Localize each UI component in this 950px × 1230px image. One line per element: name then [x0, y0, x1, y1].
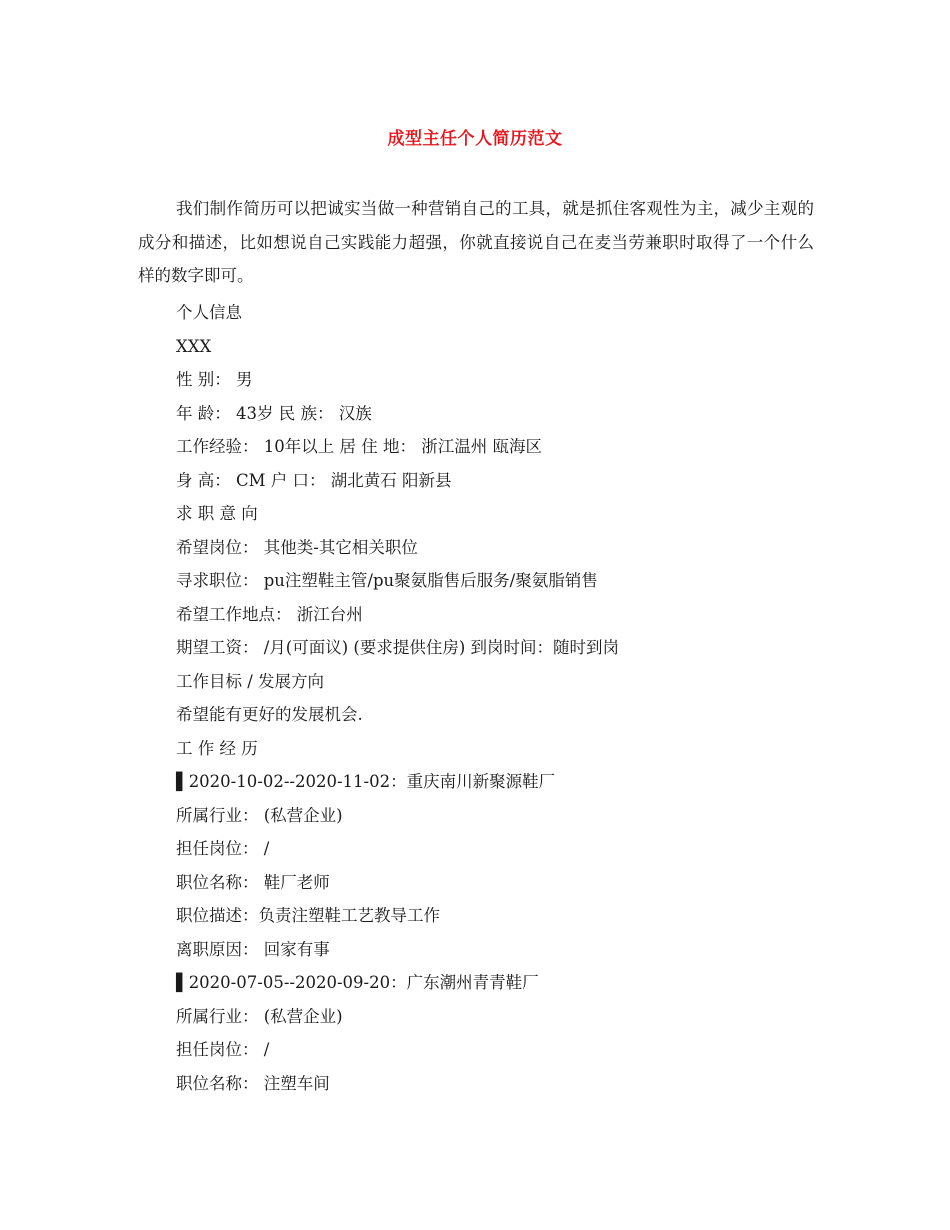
document-title: 成型主任个人简历范文: [387, 129, 563, 149]
experience-residence-line: 工作经验： 10年以上 居 住 地： 浙江温州 瓯海区: [176, 437, 542, 456]
desired-location-line: 希望工作地点： 浙江台州: [176, 604, 363, 624]
job-entry-1-role: 担任岗位： /: [176, 839, 270, 858]
name-line: XXX: [176, 336, 212, 356]
section-heading-goals: 工作目标 / 发展方向: [176, 671, 325, 691]
gender-line: 性 别： 男: [176, 370, 253, 389]
intro-paragraph: 我们制作简历可以把诚实当做一种营销自己的工具，就是抓住客观性为主，减少主观的成分和描述，比如想说自己实践能力超强，你就直接说自己在麦当劳兼职时取得了一个什么样的数字即可。: [138, 199, 814, 285]
resume-lines: [176, 296, 816, 1100]
job-entry-2-title: 职位名称： 注塑车间: [176, 1073, 330, 1093]
section-heading-work-history: 工 作 经 历: [176, 738, 258, 758]
age-ethnicity-line: 年 龄： 43岁 民 族： 汉族: [176, 403, 372, 423]
job-entry-2-industry: 所属行业： (私营企业): [176, 1006, 343, 1026]
job-entry-1-description: 职位描述：负责注塑鞋工艺教导工作: [176, 906, 440, 925]
job-entry-2-heading: ▌2020-07-05--2020-09-20：广东潮州青青鞋厂: [176, 973, 539, 992]
job-entry-1-industry: 所属行业： (私营企业): [176, 805, 343, 825]
height-hukou-line: 身 高： CM 户 口： 湖北黄石 阳新县: [176, 470, 452, 490]
job-entry-1-leave-reason: 离职原因： 回家有事: [176, 939, 330, 959]
expected-salary-line: 期望工资： /月(可面议) (要求提供住房) 到岗时间：随时到岗: [176, 638, 620, 657]
job-entry-1-heading: ▌2020-10-02--2020-11-02：重庆南川新聚源鞋厂: [176, 772, 556, 791]
job-entry-1-title: 职位名称： 鞋厂老师: [176, 872, 330, 892]
sought-position-line: 寻求职位： pu注塑鞋主管/pu聚氨脂售后服务/聚氨脂销售: [176, 571, 598, 590]
section-heading-job-intent: 求 职 意 向: [176, 504, 258, 523]
goal-line: 希望能有更好的发展机会.: [176, 705, 363, 724]
job-entry-2-role: 担任岗位： /: [176, 1040, 270, 1059]
desired-position-line: 希望岗位： 其他类-其它相关职位: [176, 537, 418, 557]
section-heading-personal-info: 个人信息: [176, 303, 242, 322]
